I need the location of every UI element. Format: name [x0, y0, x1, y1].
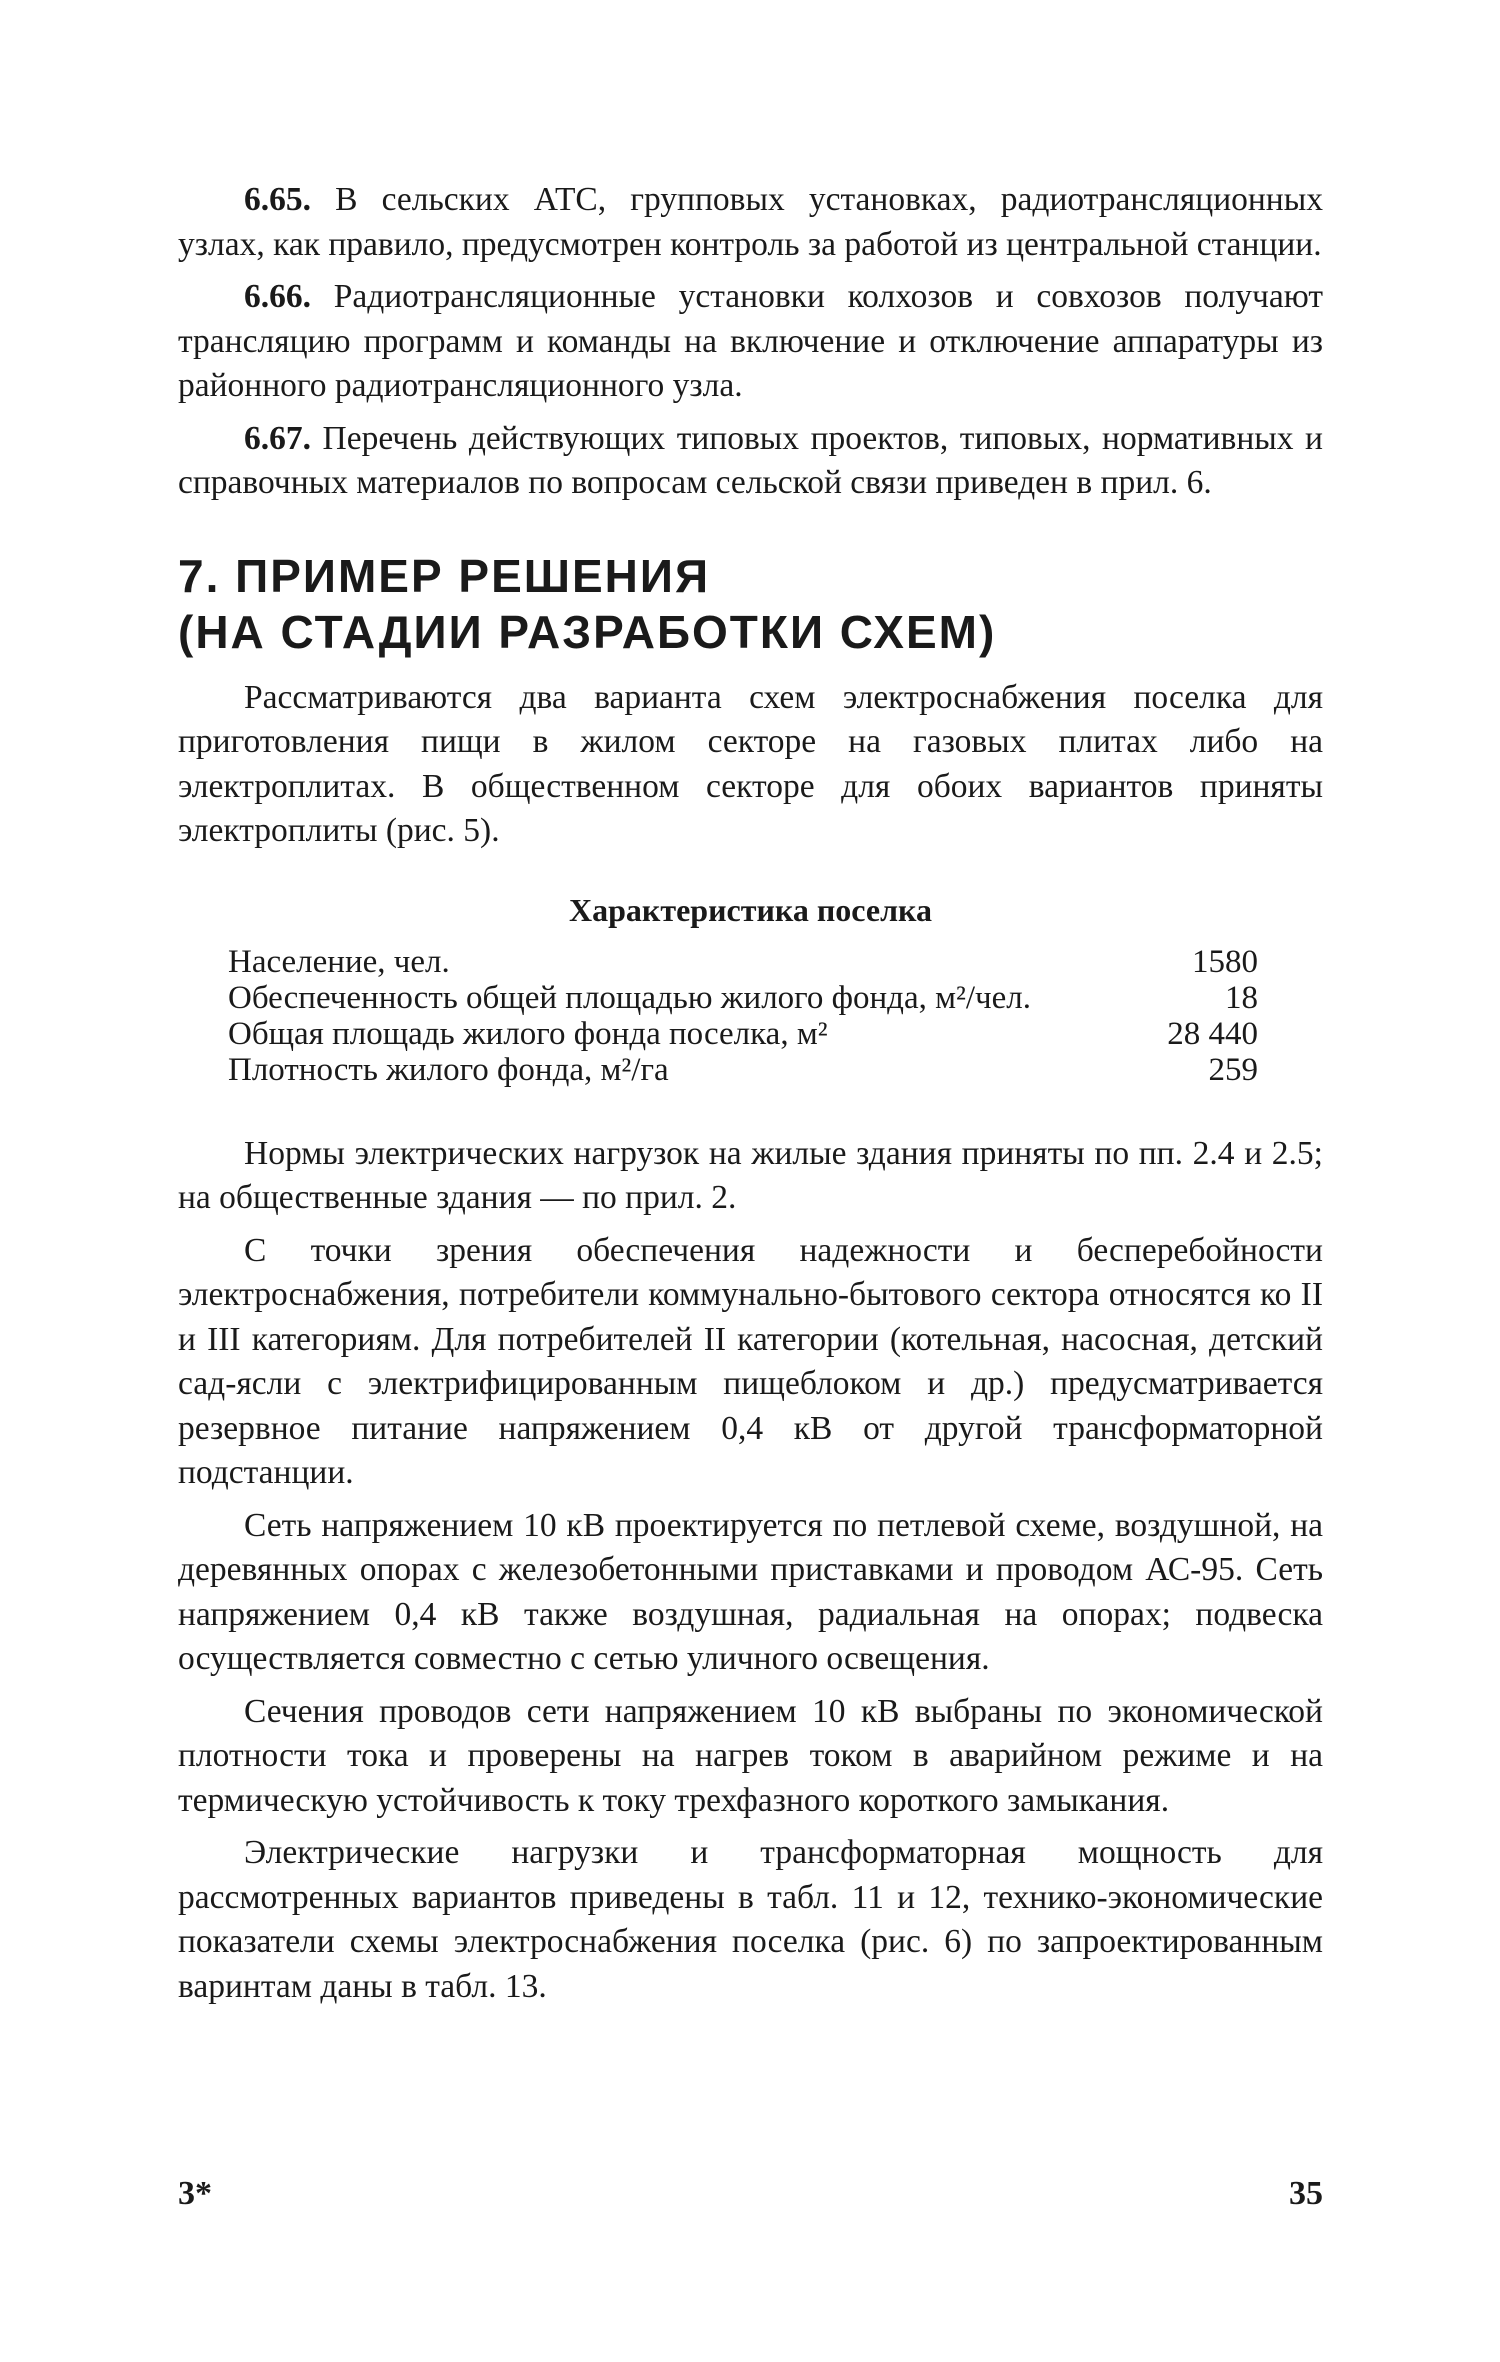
table-row — [228, 1016, 1278, 1052]
row-label: Население, чел. — [228, 943, 450, 980]
paragraph-network: Сеть напряжением 10 кВ проектируется по петлевой схеме, воздушной, на деревянных опорах с железобетонными приставками и проводом АС-95. Сеть напряжением 0,4 кВ также воздушная, радиальная на опорах; подвеска осуществляется совместно с сетью уличного освещения. — [178, 1506, 1323, 1677]
signature-mark: 3* — [178, 2175, 212, 2212]
row-value: 1580 — [1192, 943, 1258, 980]
row-label: Плотность жилого фонда, м²/га — [228, 1051, 669, 1088]
paragraph-number: 6.65. — [244, 181, 311, 218]
section-heading-line-1: 7. ПРИМЕР РЕШЕНИЯ — [178, 549, 711, 602]
page-footer — [178, 2175, 1323, 2213]
paragraph-norms: Нормы электрических нагрузок на жилые здания приняты по пп. 2.4 и 2.5; на общественные здания — по прил. 2. — [178, 1134, 1323, 1216]
row-label: Общая площадь жилого фонда поселка, м² — [228, 1015, 828, 1052]
page-number: 35 — [1289, 2175, 1323, 2212]
table-row — [228, 1052, 1278, 1088]
row-value: 28 440 — [1167, 1015, 1258, 1052]
section-heading — [178, 548, 1323, 660]
paragraph-reliability: С точки зрения обеспечения надежности и бесперебойности электроснабжения, потребители коммунально-бытового сектора относятся ко II и III категориям. Для потребителей II категории (котельная, насосная, детский сад-ясли с электрифицированным пищеблоком и др.) предусматривается резервное питание напряжением 0,4 кВ от другой трансформаторной подстанции. — [178, 1231, 1323, 1491]
paragraph-number: 6.67. — [244, 419, 311, 457]
characteristics-table — [228, 944, 1278, 1088]
row-value: 18 — [1225, 979, 1258, 1016]
paragraph-loads: Электрические нагрузки и трансформаторная мощность для рассмотренных вариантов приведены в табл. 11 и 12, технико-экономические показатели схемы электроснабжения поселка (рис. 6) по запроектированным варинтам даны в табл. 13. — [178, 1834, 1323, 2005]
paragraph-6-66 — [178, 275, 1323, 409]
section-heading-line-2: (НА СТАДИИ РАЗРАБОТКИ СХЕМ) — [178, 605, 997, 658]
characteristics-title: Характеристика поселка — [569, 891, 932, 928]
paragraph-6-65 — [178, 178, 1323, 267]
row-value: 259 — [1208, 1051, 1258, 1088]
section-intro: Рассматриваются два варианта схем электроснабжения поселка для приготовления пищи в жилом секторе на газовых плитах либо на электроплитах. В общественном секторе для обоих вариантов приняты электроплиты (рис. 5). — [178, 678, 1323, 849]
row-label: Обеспеченность общей площадью жилого фонда, м²/чел. — [228, 979, 1032, 1016]
paragraph-text: В сельских АТС, групповых установках, радиотрансляционных узлах, как правило, предусмотрен контроль за работой из центральной станции. — [178, 181, 1323, 263]
paragraph-text: Радиотрансляционные установки колхозов и совхозов получают трансляцию программ и команды на включение и отключение аппаратуры из районного радиотрансляционного узла. — [178, 278, 1323, 404]
paragraph-wire-sections: Сечения проводов сети напряжением 10 кВ выбраны по экономической плотности тока и проверены на нагрев током в аварийном режиме и на термическую устойчивость к току трехфазного короткого замыкания. — [178, 1692, 1323, 1819]
table-row — [228, 944, 1278, 980]
table-row — [228, 980, 1278, 1016]
page-body — [178, 178, 1323, 2009]
paragraph-number: 6.66. — [244, 278, 311, 315]
paragraph-6-67 — [178, 417, 1323, 506]
paragraph-text: Перечень действующих типовых проектов, типовых, нормативных и справочных материалов по вопросам сельской связи приведен в прил. 6. — [178, 419, 1323, 501]
